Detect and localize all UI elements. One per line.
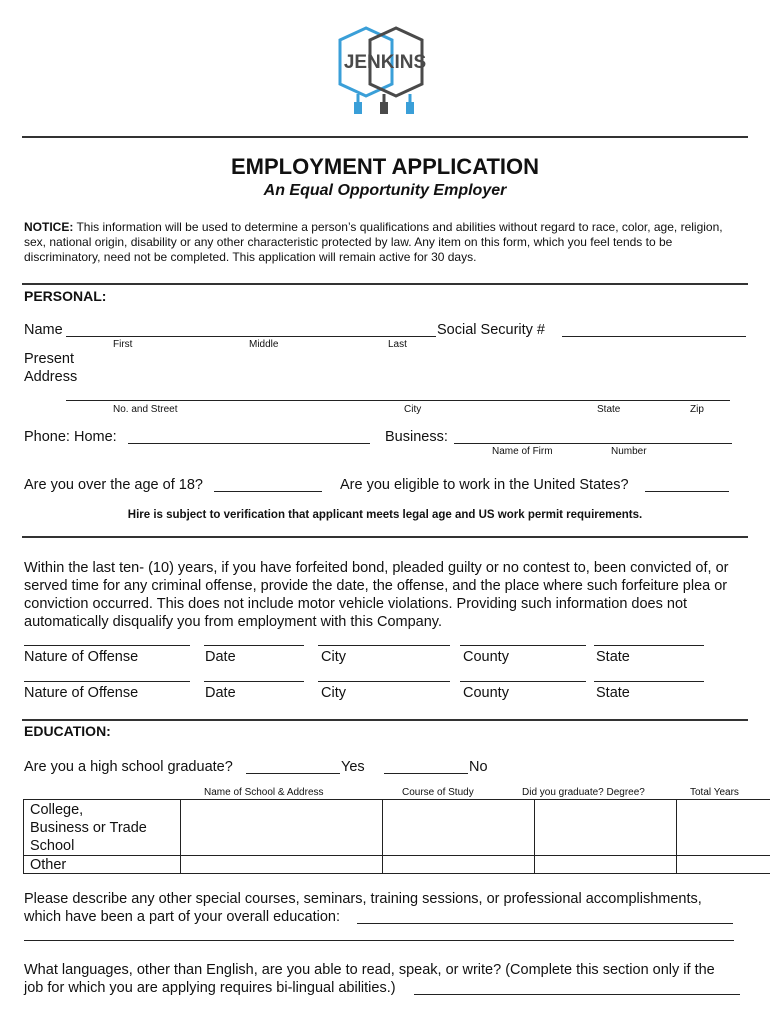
other-course-cell[interactable] [383, 856, 535, 874]
hs-no-input[interactable] [384, 759, 468, 774]
offense-1-city-input[interactable] [318, 633, 450, 646]
row-label-line-2: Business or Trade [30, 820, 147, 836]
offense-2-state-input[interactable] [594, 669, 704, 682]
ssn-input[interactable] [562, 322, 746, 337]
offense-1-state-input[interactable] [594, 633, 704, 646]
hs-yes-label: Yes [341, 759, 365, 775]
offense-paragraph: Within the last ten- (10) years, if you have forfeited bond, pleaded guilty or no contest to, been convicted of, or served time for any criminal offense, provide the date, the offense, and the place where such forfeiture plea or conviction occurred. This does not include motor vehicle violations. Providing such information does not automatically disqualify you from employment with this Company. [24, 560, 729, 630]
first-caption: First [113, 339, 133, 350]
offense-1-nature-label: Nature of Offense [24, 649, 139, 665]
present-label: Present [24, 351, 74, 367]
education-row-other-label: Other [24, 856, 181, 874]
age-question: Are you over the age of 18? [24, 477, 203, 493]
last-caption: Last [388, 339, 407, 350]
offense-1-county-input[interactable] [460, 633, 586, 646]
logo-text: JENKINS [343, 52, 427, 73]
languages-input[interactable] [414, 980, 740, 995]
address-input[interactable] [66, 386, 730, 401]
offense-2-nature-label: Nature of Offense [24, 685, 139, 701]
offense-2-date-input[interactable] [204, 669, 304, 682]
education-row-other [24, 856, 770, 874]
col-graduate-header: Did you graduate? Degree? [522, 787, 645, 798]
business-label: Business: [385, 429, 448, 445]
name-input[interactable] [66, 322, 436, 337]
offense-2-county-input[interactable] [460, 669, 586, 682]
offense-2-city-label: City [321, 685, 346, 701]
courses-line-2: which have been a part of your overall education: [24, 909, 340, 925]
age-answer-input[interactable] [214, 477, 322, 492]
offense-2-date-label: Date [205, 685, 236, 701]
offense-1-city-label: City [321, 649, 346, 665]
ssn-label: Social Security # [437, 322, 545, 338]
offense-2-nature-input[interactable] [24, 669, 190, 682]
college-years-cell[interactable] [677, 800, 770, 856]
offense-1-state-label: State [596, 649, 630, 665]
phone-home-label: Phone: Home: [24, 429, 117, 445]
header-rule [22, 136, 748, 138]
education-rule [22, 719, 748, 721]
languages-line-2: job for which you are applying requires bi-lingual abilities.) [24, 980, 396, 996]
col-course-header: Course of Study [402, 787, 474, 798]
middle-caption: Middle [249, 339, 279, 350]
street-caption: No. and Street [113, 404, 178, 415]
offense-1-county-label: County [463, 649, 509, 665]
eligible-answer-input[interactable] [645, 477, 729, 492]
col-years-header: Total Years [690, 787, 739, 798]
business-input[interactable] [454, 429, 732, 444]
college-school-cell[interactable] [181, 800, 383, 856]
offense-1-nature-input[interactable] [24, 633, 190, 646]
eligible-question: Are you eligible to work in the United States? [340, 477, 629, 493]
other-years-cell[interactable] [677, 856, 770, 874]
courses-input-1[interactable] [357, 909, 733, 924]
notice [24, 220, 744, 265]
verification-note: Hire is subject to verification that applicant meets legal age and US work permit requirements. [127, 509, 643, 521]
college-course-cell[interactable] [383, 800, 535, 856]
company-logo [334, 22, 436, 122]
languages-line-1: What languages, other than English, are you able to read, speak, or write? (Complete this section only if the [24, 962, 715, 978]
hs-question: Are you a high school graduate? [24, 759, 233, 775]
offense-rule [22, 536, 748, 538]
personal-heading: PERSONAL: [24, 288, 107, 304]
hs-no-label: No [469, 759, 488, 775]
phone-home-input[interactable] [128, 429, 370, 444]
offense-2-county-label: County [463, 685, 509, 701]
courses-input-2[interactable] [24, 928, 734, 941]
offense-2-state-label: State [596, 685, 630, 701]
notice-text: This information will be used to determine a person’s qualifications and abilities without regard to race, color, age, religion, sex, national origin, disability or any other characteristic protected by law. Any item on this form, which you feel tends to be discriminatory, need not be completed. This application will remain active for 30 days. [24, 220, 723, 264]
number-caption: Number [611, 446, 647, 457]
row-label-line-1: College, [30, 802, 84, 818]
education-heading: EDUCATION: [24, 723, 111, 739]
notice-label: NOTICE: [24, 220, 74, 234]
city-caption: City [404, 404, 422, 415]
other-graduate-cell[interactable] [535, 856, 677, 874]
name-label: Name [24, 322, 63, 338]
page-title: EMPLOYMENT APPLICATION [231, 154, 539, 179]
offense-1-date-input[interactable] [204, 633, 304, 646]
education-row-college [24, 800, 770, 856]
education-table [23, 799, 770, 874]
col-school-header: Name of School & Address [204, 787, 324, 798]
page-subtitle: An Equal Opportunity Employer [263, 182, 507, 199]
zip-caption: Zip [690, 404, 704, 415]
hs-yes-input[interactable] [246, 759, 340, 774]
firm-caption: Name of Firm [492, 446, 553, 457]
other-school-cell[interactable] [181, 856, 383, 874]
row-label-line-3: School [30, 838, 75, 854]
education-row-label [24, 800, 181, 856]
personal-rule [22, 283, 748, 285]
offense-1-date-label: Date [205, 649, 236, 665]
courses-line-1: Please describe any other special courses, seminars, training sessions, or professional accomplishments, [24, 891, 702, 907]
offense-2-city-input[interactable] [318, 669, 450, 682]
state-caption: State [597, 404, 621, 415]
address-label: Address [24, 369, 78, 385]
college-graduate-cell[interactable] [535, 800, 677, 856]
